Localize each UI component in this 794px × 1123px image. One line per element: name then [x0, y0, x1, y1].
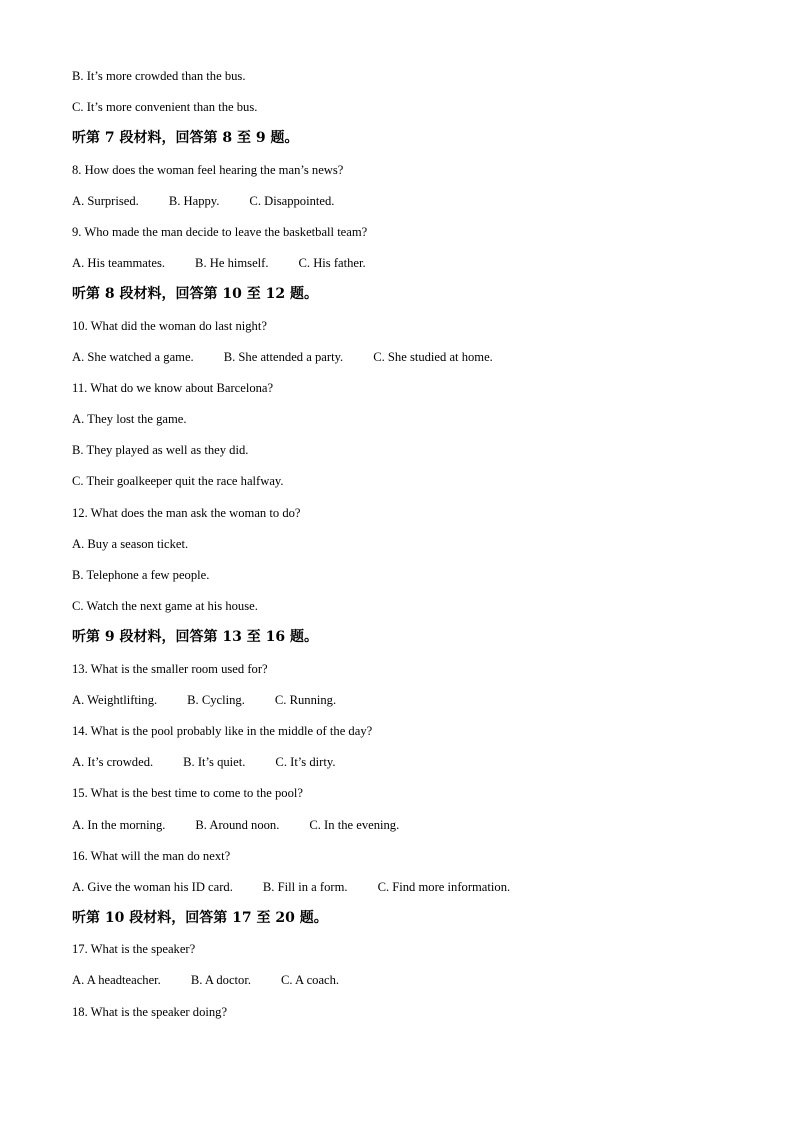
answer-option: C. Disappointed. [249, 193, 335, 208]
answer-option: A. It’s crowded. [72, 755, 154, 770]
answer-option: C. Their goalkeeper quit the race halfway. [72, 474, 284, 489]
answer-options-row [72, 471, 732, 502]
question-text: 15. What is the best time to come to the pool? [72, 786, 303, 801]
answer-option: C. It’s dirty. [275, 755, 336, 770]
answer-option: A. Buy a season ticket. [72, 536, 189, 551]
answer-option: B. Around noon. [195, 817, 280, 832]
answer-option: A. Surprised. [72, 193, 139, 208]
answer-option: A. They lost the game. [72, 412, 187, 427]
answer-option: C. Watch the next game at his house. [72, 599, 258, 614]
answer-options-row [72, 534, 732, 565]
answer-option: A. A headteacher. [72, 973, 161, 988]
answer-option: A. Weightlifting. [72, 692, 158, 707]
section-heading: 听第 8 段材料，回答第 10 至 12 题。 [72, 286, 318, 303]
question-text: 11. What do we know about Barcelona? [72, 380, 274, 395]
question-text: 10. What did the woman do last night? [72, 318, 267, 333]
answer-option: A. His teammates. [72, 256, 166, 271]
answer-options-row [72, 596, 732, 627]
document-body [72, 66, 732, 1033]
question-text: 16. What will the man do next? [72, 848, 231, 863]
answer-option: B. It’s more crowded than the bus. [72, 69, 246, 83]
answer-option: A. She watched a game. [72, 349, 194, 364]
answer-options-row [72, 565, 732, 596]
answer-options-row [72, 66, 732, 97]
answer-options-row [72, 690, 732, 721]
answer-option: B. A doctor. [190, 973, 252, 988]
answer-option: B. It’s quiet. [183, 755, 246, 770]
answer-options-row [72, 191, 732, 222]
answer-options-row [72, 877, 732, 908]
question-text: 18. What is the speaker doing? [72, 1004, 228, 1019]
answer-option: B. He himself. [195, 256, 269, 271]
question-text: 9. Who made the man decide to leave the basketball team? [72, 224, 368, 239]
answer-option: A. In the morning. [72, 817, 166, 832]
question-text: 13. What is the smaller room used for? [72, 661, 268, 676]
answer-option: C. In the evening. [309, 817, 400, 832]
answer-options-row [72, 752, 732, 783]
answer-option: C. Running. [274, 692, 337, 707]
answer-option: B. Fill in a form. [262, 879, 348, 894]
answer-options-row [72, 815, 732, 846]
answer-option: B. She attended a party. [223, 349, 344, 364]
answer-option: C. His father. [298, 256, 366, 271]
answer-option: C. A coach. [281, 973, 340, 988]
answer-option: A. Give the woman his ID card. [72, 879, 233, 894]
section-heading: 听第 9 段材料，回答第 13 至 16 题。 [72, 629, 318, 646]
answer-option: C. Find more information. [377, 879, 511, 894]
section-heading: 听第 10 段材料，回答第 17 至 20 题。 [72, 910, 328, 927]
answer-option: C. She studied at home. [373, 349, 493, 364]
question-text: 12. What does the man ask the woman to do? [72, 505, 301, 520]
answer-option: B. Happy. [168, 193, 220, 208]
answer-option: C. It’s more convenient than the bus. [72, 100, 258, 115]
answer-options-row [72, 97, 732, 128]
question-text: 14. What is the pool probably like in the middle of the day? [72, 723, 373, 738]
answer-options-row [72, 253, 732, 284]
section-heading: 听第 7 段材料，回答第 8 至 9 题。 [72, 130, 299, 147]
question-text: 17. What is the speaker? [72, 942, 196, 957]
answer-option: B. Telephone a few people. [72, 568, 210, 582]
question-text: 8. How does the woman feel hearing the man’s news? [72, 162, 344, 177]
answer-options-row [72, 970, 732, 1001]
answer-option: B. Cycling. [187, 692, 245, 707]
answer-options-row [72, 409, 732, 440]
answer-options-row [72, 347, 732, 378]
answer-options-row [72, 440, 732, 471]
answer-option: B. They played as well as they did. [72, 443, 249, 458]
